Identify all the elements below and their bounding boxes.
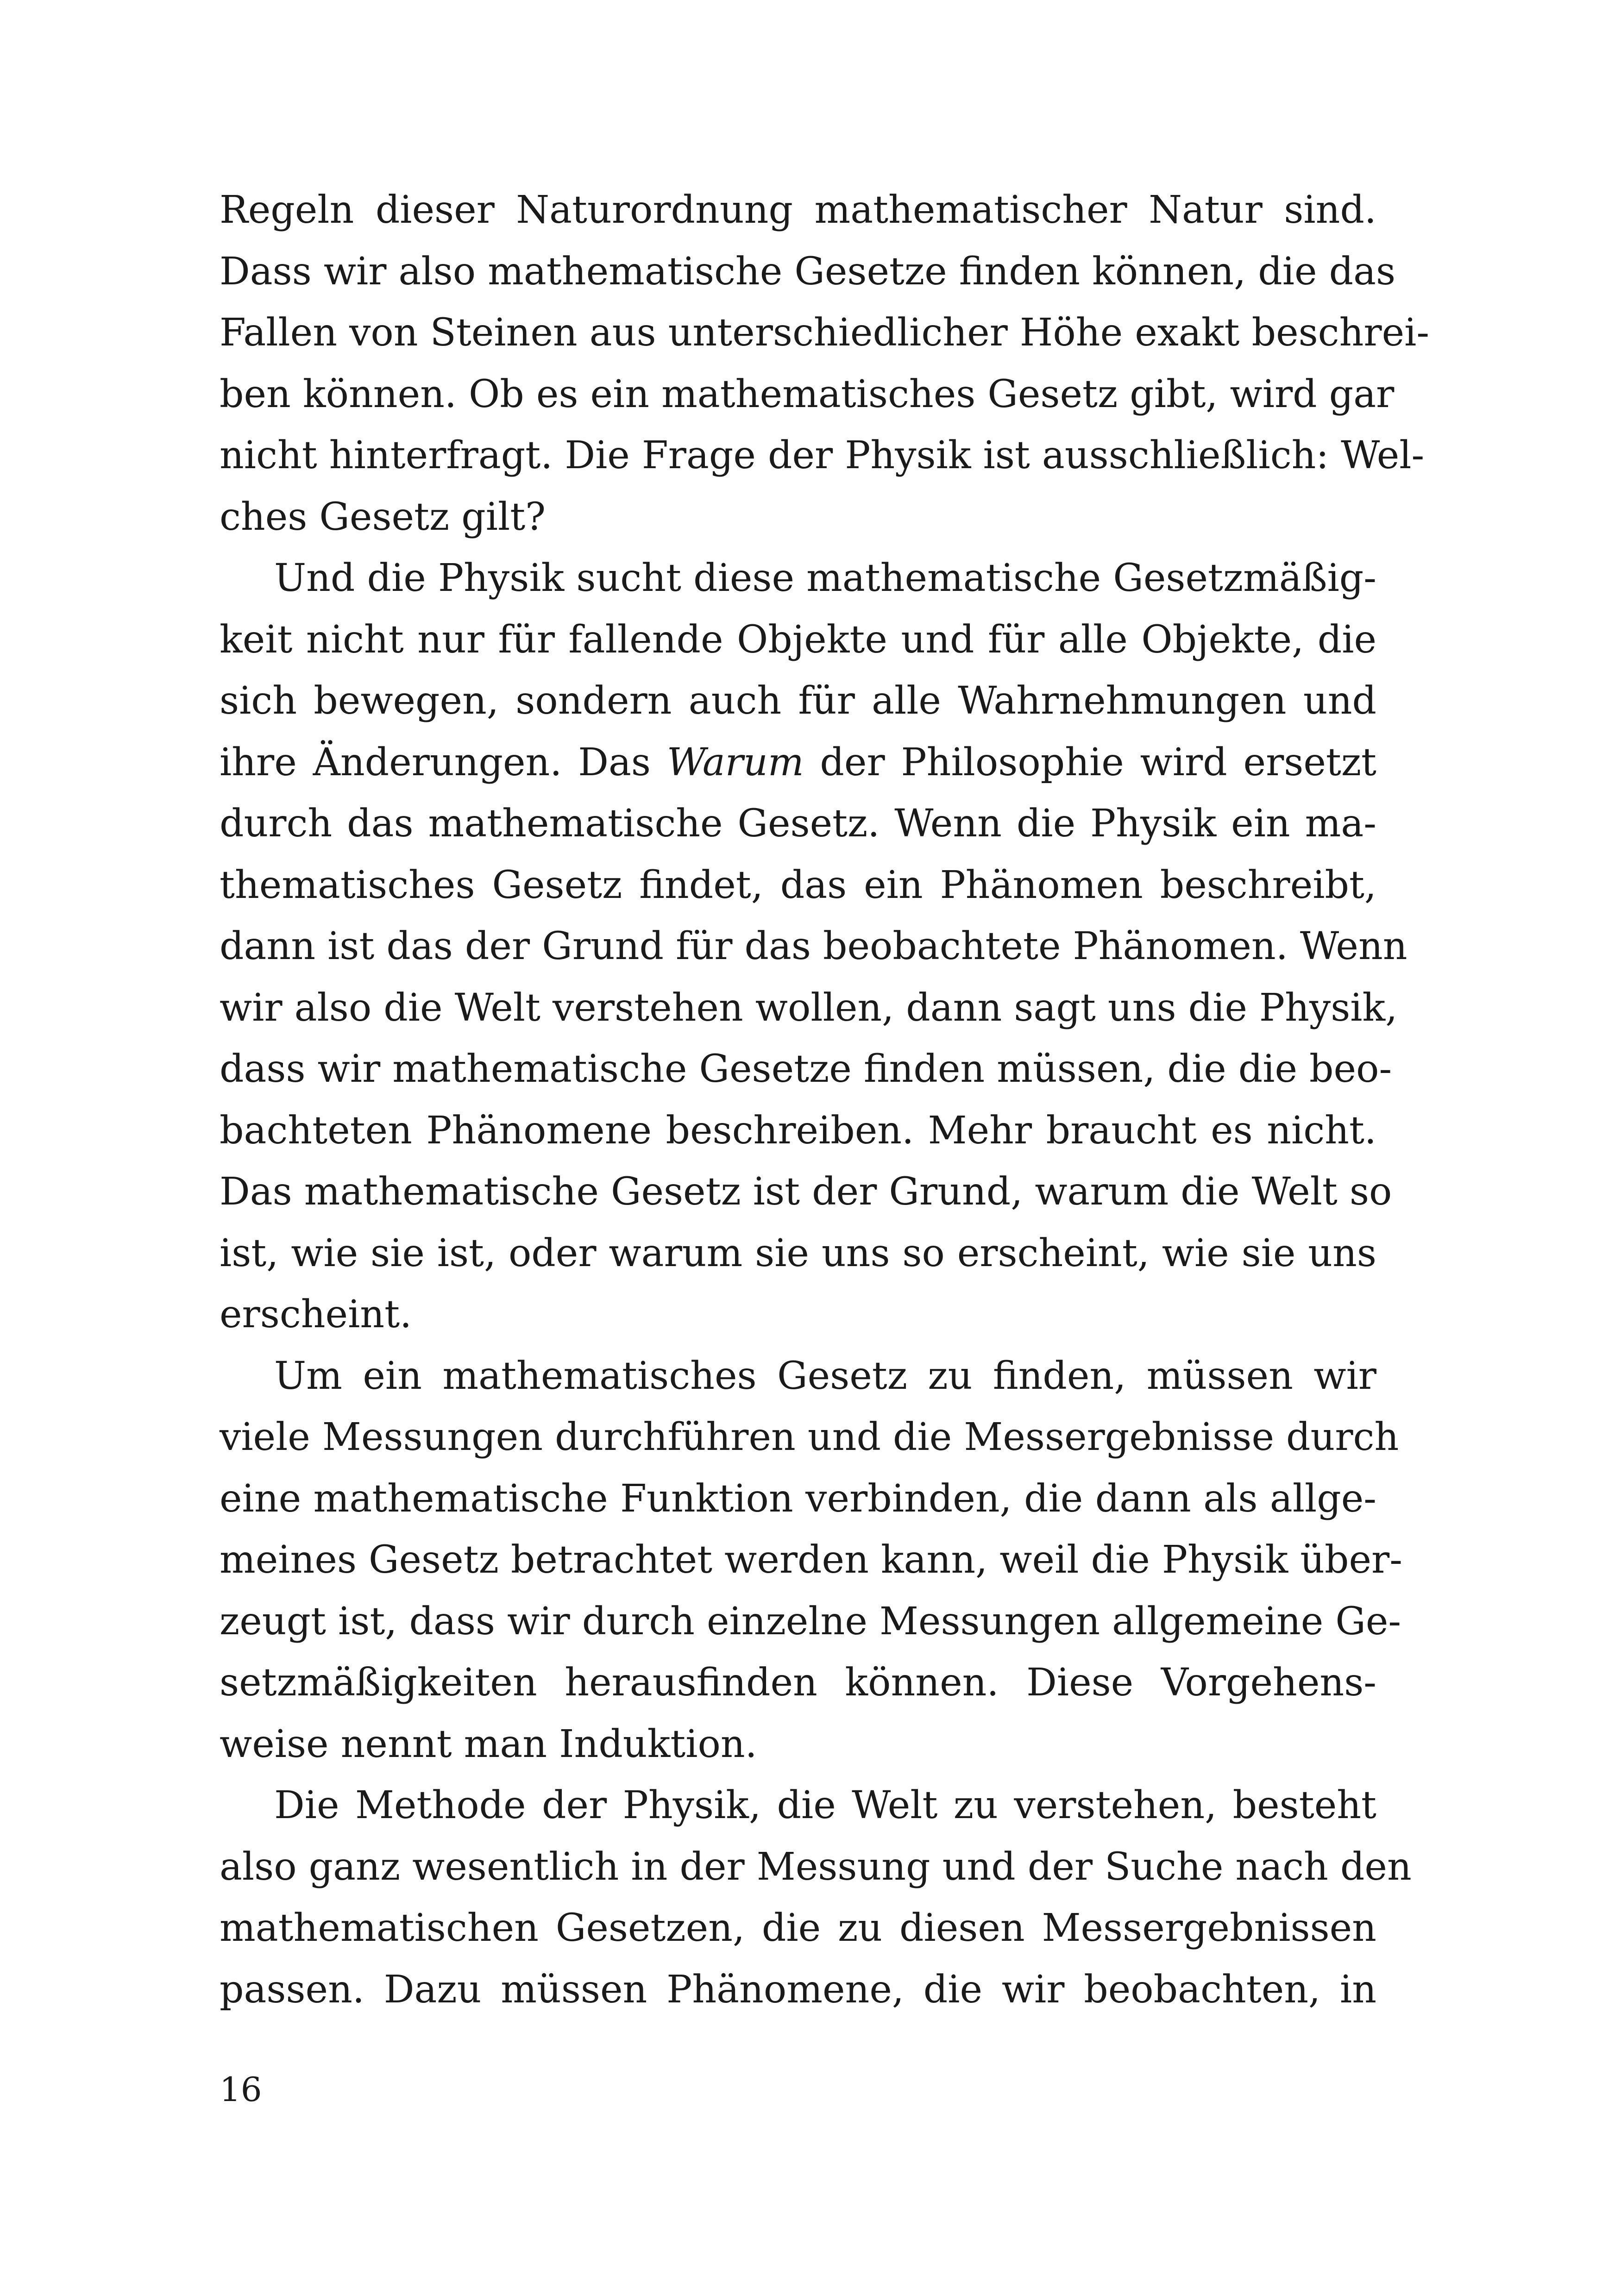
text-line: mathematischen Gesetzen, die zu diesen Messergebnissen [220, 1906, 1376, 1950]
text-line: ben können. Ob es ein mathematisches Gesetz gibt, wird gar [220, 372, 1395, 416]
paragraph-1 [220, 180, 1430, 548]
text-segment: der Philosophie wird ersetzt [820, 740, 1376, 784]
emphasized-word: Warum [666, 740, 804, 784]
text-line: bachteten Phänomene beschreiben. Mehr braucht es nicht. [220, 1108, 1376, 1153]
text-line: also ganz wesentlich in der Messung und der Suche nach den [220, 1844, 1412, 1889]
text-line: viele Messungen durchführen und die Messergebnisse durch [220, 1415, 1399, 1459]
text-line: erscheint. [220, 1292, 412, 1336]
text-line: Um ein mathematisches Gesetz zu finden, müssen wir [274, 1354, 1376, 1398]
text-line: wir also die Welt verstehen wollen, dann sagt uns die Physik, [220, 985, 1398, 1030]
text-line: meines Gesetz betrachtet werden kann, weil die Physik über- [220, 1538, 1402, 1582]
text-line: passen. Dazu müssen Phänomene, die wir beobachten, in [220, 1967, 1376, 2012]
text-line: Regeln dieser Naturordnung mathematischer Natur sind. [220, 188, 1376, 232]
text-line-with-emphasis [220, 732, 1376, 794]
paragraph-2 [220, 548, 1407, 1346]
page-number: 16 [220, 2070, 262, 2109]
text-line: Die Methode der Physik, die Welt zu verstehen, besteht [274, 1783, 1376, 1827]
text-line: Fallen von Steinen aus unterschiedlicher Höhe exakt beschrei- [220, 311, 1430, 355]
body-text [220, 180, 1430, 2020]
text-line: ches Gesetz gilt? [220, 495, 546, 539]
text-line: sich bewegen, sondern auch für alle Wahrnehmungen und [220, 679, 1376, 723]
text-line: zeugt ist, dass wir durch einzelne Messungen allgemeine Ge- [220, 1599, 1401, 1644]
text-line: setzmäßigkeiten herausfinden können. Diese Vorgehens- [220, 1661, 1376, 1705]
paragraph-4 [220, 1775, 1412, 2020]
text-line: thematisches Gesetz findet, das ein Phänomen beschreibt, [220, 863, 1376, 907]
text-line: nicht hinterfragt. Die Frage der Physik ist ausschließlich: Wel- [220, 433, 1425, 477]
text-line: weise nennt man Induktion. [220, 1722, 757, 1766]
paragraph-3 [220, 1346, 1402, 1775]
text-line: dass wir mathematische Gesetze finden müssen, die die beo- [220, 1047, 1392, 1091]
text-line: dann ist das der Grund für das beobachtete Phänomen. Wenn [220, 924, 1407, 968]
text-line: keit nicht nur für fallende Objekte und für alle Objekte, die [220, 617, 1376, 662]
text-line: eine mathematische Funktion verbinden, die dann als allge- [220, 1476, 1376, 1521]
text-line: Und die Physik sucht diese mathematische Gesetzmäßig- [274, 556, 1376, 600]
text-line: durch das mathematische Gesetz. Wenn die Physik ein ma- [220, 802, 1376, 846]
text-line: Das mathematische Gesetz ist der Grund, warum die Welt so [220, 1170, 1392, 1214]
text-segment: ihre Änderungen. Das [220, 740, 651, 784]
text-line: Dass wir also mathematische Gesetze finden können, die das [220, 249, 1396, 294]
text-line: ist, wie sie ist, oder warum sie uns so erscheint, wie sie uns [220, 1231, 1376, 1275]
